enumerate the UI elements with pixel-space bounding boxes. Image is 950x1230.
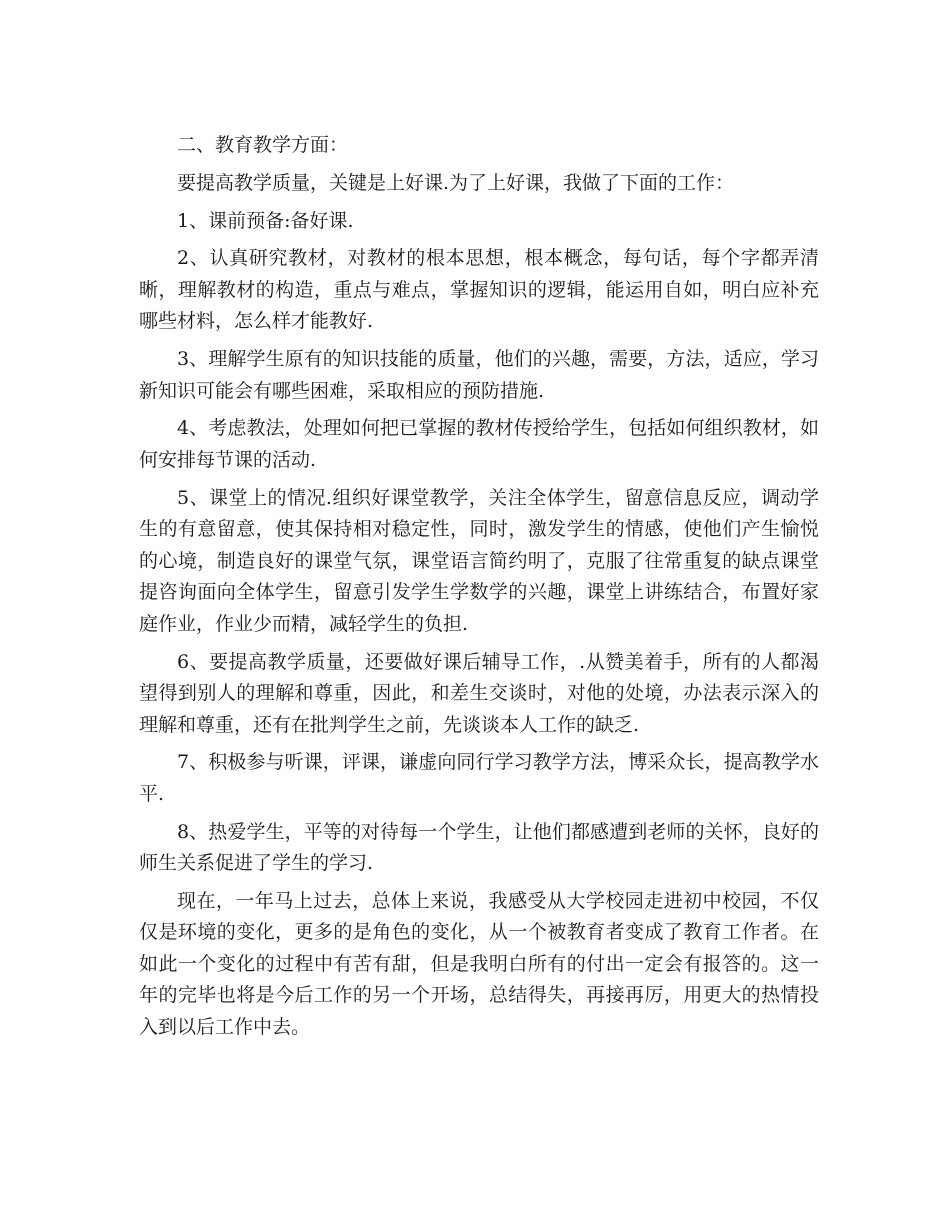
list-item-5: 5、课堂上的情况.组织好课堂教学，关注全体学生，留意信息反应，调动学生的有意留意，使其保持相对稳定性，同时，激发学生的情感，使他们产生愉悦的心境，制造良好的课堂气氛，课堂语言简约明了，克服了往常重复的缺点课堂提咨询面向全体学生，留意引发学生学数学的兴趣，课堂上讲练结合，布置好家庭作业，作业少而精，减轻学生的负担. — [139, 486, 819, 635]
document-body — [139, 130, 819, 1043]
list-item-3: 3、理解学生原有的知识技能的质量，他们的兴趣，需要，方法，适应，学习新知识可能会有哪些困难，采取相应的预防措施. — [139, 348, 819, 402]
closing-paragraph: 现在，一年马上过去，总体上来说，我感受从大学校园走进初中校园，不仅仅是环境的变化，更多的是角色的变化，从一个被教育者变成了教育工作者。在如此一个变化的过程中有苦有甜，但是我明白所有的付出一定会有报答的。这一年的完毕也将是今后工作的另一个开场，总结得失，再接再厉，用更大的热情投入到以后工作中去。 — [139, 889, 819, 1038]
section-heading: 二、教育教学方面： — [177, 134, 349, 156]
list-item-4: 4、考虑教法，处理如何把已掌握的教材传授给学生，包括如何组织教材，如何安排每节课的活动. — [139, 417, 819, 471]
list-item-2: 2、认真研究教材，对教材的根本思想，根本概念，每句话，每个字都弄清晰，理解教材的构造，重点与难点，掌握知识的逻辑，能运用自如，明白应补充哪些材料，怎么样才能教好. — [139, 247, 819, 333]
list-item-8: 8、热爱学生，平等的对待每一个学生，让他们都感遭到老师的关怀，良好的师生关系促进了学生的学习. — [139, 820, 819, 875]
intro-paragraph: 要提高教学质量，关键是上好课.为了上好课，我做了下面的工作： — [177, 171, 735, 194]
list-item-6: 6、要提高教学质量，还要做好课后辅导工作，.从赞美着手，所有的人都渴望得到别人的理解和尊重，因此，和差生交谈时，对他的处境，办法表示深入的理解和尊重，还有在批判学生之前，先谈谈本人工作的缺乏. — [139, 650, 819, 736]
list-item-1: 1、课前预备:备好课. — [177, 209, 354, 232]
list-item-7: 7、积极参与听课，评课，谦虚向同行学习教学方法，博采众长，提高教学水平. — [139, 751, 819, 805]
